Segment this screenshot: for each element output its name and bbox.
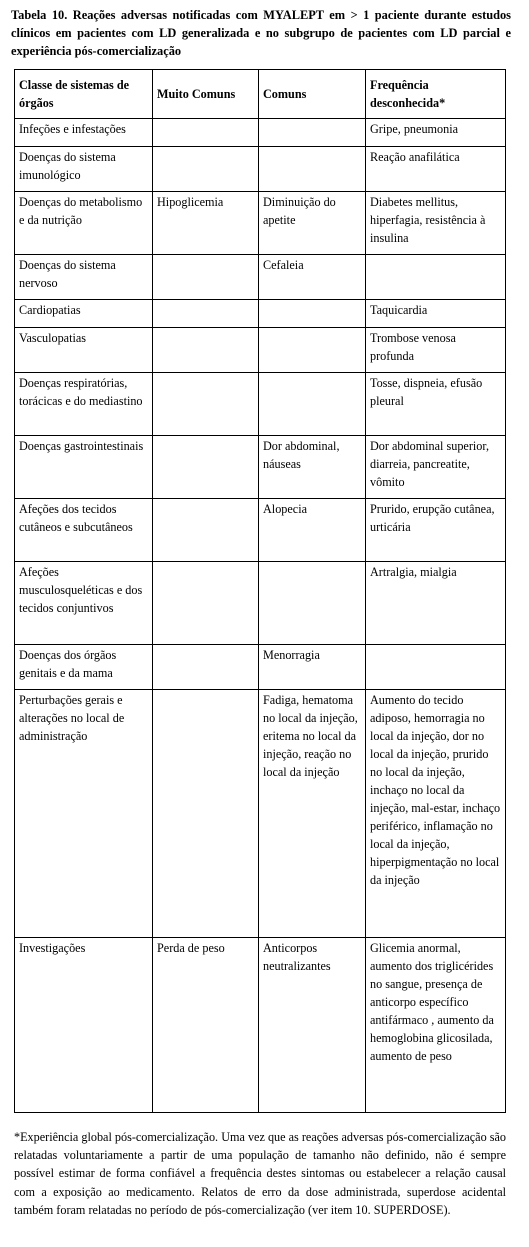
common-cell [259, 300, 366, 328]
common-cell: Cefaleia [259, 255, 366, 300]
common-cell: Fadiga, hematoma no local da injeção, eritema no local da injeção, reação no local da injeção [259, 690, 366, 938]
table-row [15, 300, 506, 328]
unknown-frequency-cell: Artralgia, mialgia [366, 562, 506, 645]
unknown-frequency-cell: Taquicardia [366, 300, 506, 328]
common-cell: Anticorpos neutralizantes [259, 938, 366, 1113]
table-row [15, 255, 506, 300]
unknown-frequency-cell: Glicemia anormal, aumento dos triglicérides no sangue, presença de anticorpo específico antifármaco , aumento da hemoglobina glicosilada, aumento de peso [366, 938, 506, 1113]
table-row [15, 690, 506, 938]
common-cell [259, 147, 366, 192]
organ-class-cell: Perturbações gerais e alterações no local de administração [15, 690, 153, 938]
very-common-cell: Perda de peso [153, 938, 259, 1113]
unknown-frequency-cell: Aumento do tecido adiposo, hemorragia no local da injeção, dor no local da injeção, prurido no local da injeção, inchaço no local da injeção, mal-estar, inchaço periférico, inflamação no local da injeção, hiperpigmentação no local da injeção [366, 690, 506, 938]
organ-class-cell: Cardiopatias [15, 300, 153, 328]
table-row [15, 938, 506, 1113]
unknown-frequency-cell: Gripe, pneumonia [366, 119, 506, 147]
organ-class-cell: Infeções e infestações [15, 119, 153, 147]
header-row [15, 70, 506, 119]
unknown-frequency-cell: Trombose venosa profunda [366, 328, 506, 373]
table-row [15, 562, 506, 645]
unknown-frequency-cell [366, 255, 506, 300]
common-cell [259, 328, 366, 373]
table-row [15, 373, 506, 436]
table-caption: Tabela 10. Reações adversas notificadas com MYALEPT em > 1 paciente durante estudos clínicos em pacientes com LD generalizada e no subgrupo de pacientes com LD parcial e experiência pós-comercialização [11, 8, 511, 58]
organ-class-cell: Doenças do metabolismo e da nutrição [15, 192, 153, 255]
unknown-frequency-cell: Tosse, dispneia, efusão pleural [366, 373, 506, 436]
unknown-frequency-cell: Reação anafilática [366, 147, 506, 192]
very-common-cell [153, 300, 259, 328]
table-row [15, 645, 506, 690]
header-unknown-frequency: Frequência desconhecida* [366, 70, 506, 119]
organ-class-cell: Afeções musculosqueléticas e dos tecidos conjuntivos [15, 562, 153, 645]
table-row [15, 147, 506, 192]
organ-class-cell: Doenças respiratórias, torácicas e do mediastino [15, 373, 153, 436]
very-common-cell [153, 147, 259, 192]
very-common-cell [153, 562, 259, 645]
very-common-cell [153, 645, 259, 690]
unknown-frequency-cell: Dor abdominal superior, diarreia, pancreatite, vômito [366, 436, 506, 499]
table-row [15, 192, 506, 255]
organ-class-cell: Doenças dos órgãos genitais e da mama [15, 645, 153, 690]
adverse-reactions-table [14, 69, 506, 1113]
table-row [15, 499, 506, 562]
very-common-cell [153, 119, 259, 147]
unknown-frequency-cell: Diabetes mellitus, hiperfagia, resistência à insulina [366, 192, 506, 255]
organ-class-cell: Afeções dos tecidos cutâneos e subcutâneos [15, 499, 153, 562]
very-common-cell [153, 255, 259, 300]
common-cell: Dor abdominal, náuseas [259, 436, 366, 499]
header-very-common: Muito Comuns [153, 70, 259, 119]
header-organ-class: Classe de sistemas de órgãos [15, 70, 153, 119]
very-common-cell [153, 436, 259, 499]
common-cell [259, 562, 366, 645]
very-common-cell [153, 690, 259, 938]
header-common: Comuns [259, 70, 366, 119]
table-row [15, 436, 506, 499]
unknown-frequency-cell [366, 645, 506, 690]
organ-class-cell: Investigações [15, 938, 153, 1113]
common-cell [259, 119, 366, 147]
organ-class-cell: Vasculopatias [15, 328, 153, 373]
table-row [15, 328, 506, 373]
very-common-cell [153, 499, 259, 562]
common-cell [259, 373, 366, 436]
unknown-frequency-cell: Prurido, erupção cutânea, urticária [366, 499, 506, 562]
common-cell: Menorragia [259, 645, 366, 690]
table-footnote: *Experiência global pós-comercialização. Uma vez que as reações adversas pós-comercialização são relatadas voluntariamente a partir de uma população de tamanho não definido, não é sempre possível estimar de forma confiável a frequência destes sintomas ou estabelecer a relação causal com a exposição ao medicamento. Relatos de erro da dose administrada, superdose acidental também foram relatadas no período de pós-comercialização (ver item 10. SUPERDOSE). [14, 1130, 506, 1217]
very-common-cell [153, 328, 259, 373]
common-cell: Alopecia [259, 499, 366, 562]
very-common-cell [153, 373, 259, 436]
common-cell: Diminuição do apetite [259, 192, 366, 255]
organ-class-cell: Doenças do sistema imunológico [15, 147, 153, 192]
table-row [15, 119, 506, 147]
organ-class-cell: Doenças do sistema nervoso [15, 255, 153, 300]
very-common-cell: Hipoglicemia [153, 192, 259, 255]
organ-class-cell: Doenças gastrointestinais [15, 436, 153, 499]
